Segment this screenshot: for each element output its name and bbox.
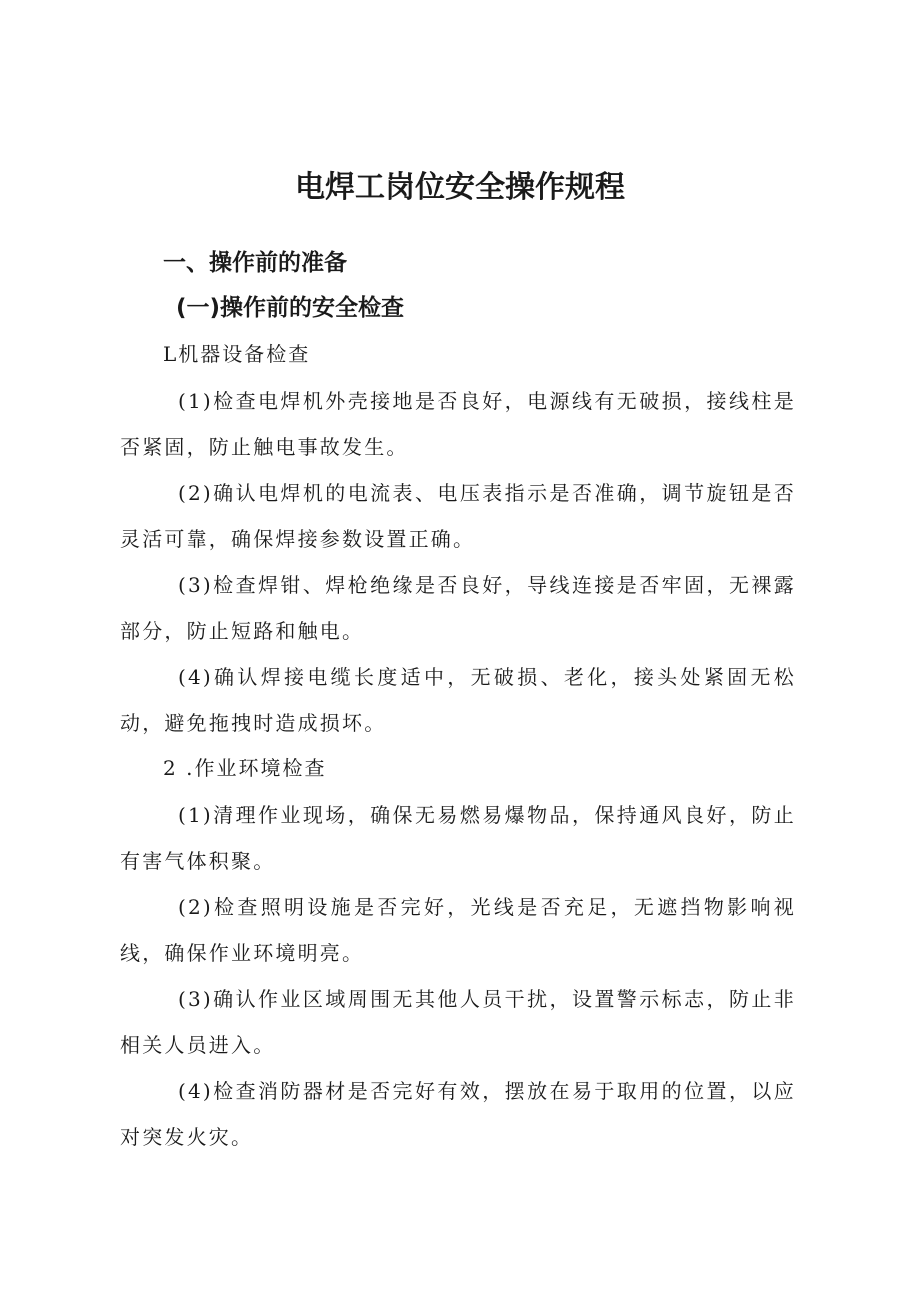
group-heading-environment-check: 2 .作业环境检查 [163,756,327,780]
paragraph-environment-4: (4)检查消防器材是否完好有效，摆放在易于取用的位置，以应对突发火灾。 [120,1079,796,1149]
paragraph-environment-1: (1)清理作业现场，确保无易燃易爆物品，保持通风良好，防止有害气体积聚。 [120,803,796,873]
subsection-heading-safety-check: (一)操作前的安全检查 [176,295,405,321]
paragraph-equipment-1: (1)检查电焊机外壳接地是否良好，电源线有无破损，接线柱是否紧固，防止触电事故发生。 [120,389,796,459]
paragraph-equipment-2: (2)确认电焊机的电流表、电压表指示是否准确，调节旋钮是否灵活可靠，确保焊接参数设置正确。 [120,481,796,551]
group-heading-equipment-check: L机器设备检查 [163,342,311,366]
paragraph-environment-2: (2)检查照明设施是否完好，光线是否充足，无遮挡物影响视线，确保作业环境明亮。 [120,895,796,965]
paragraph-environment-3: (3)确认作业区域周围无其他人员干扰，设置警示标志，防止非相关人员进入。 [120,987,796,1057]
paragraph-equipment-4: (4)确认焊接电缆长度适中，无破损、老化，接头处紧固无松动，避免拖拽时造成损坏。 [120,665,796,735]
section-heading-preparation: 一、操作前的准备 [163,250,347,276]
paragraph-equipment-3: (3)检查焊钳、焊枪绝缘是否良好，导线连接是否牢固，无裸露部分，防止短路和触电。 [120,573,796,643]
document-title: 电焊工岗位安全操作规程 [295,170,625,205]
